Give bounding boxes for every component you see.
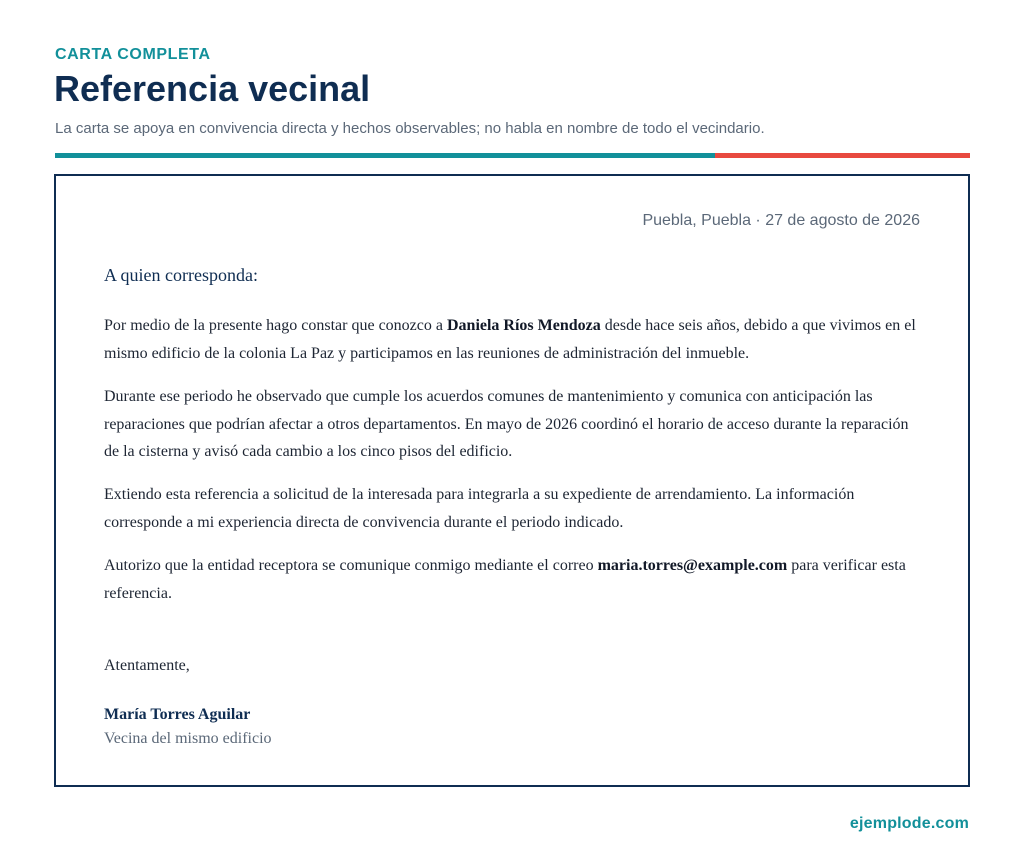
- letter-paragraph-3: Extiendo esta referencia a solicitud de la interesada para integrarla a su expediente de arrendamiento. La información corresponde a mi experiencia directa de convivencia durante el periodo indicado.: [104, 486, 855, 531]
- paragraph-1-intro: Por medio de la presente hago constar que conozco a: [104, 317, 447, 334]
- letter-paragraph-1: [104, 312, 920, 367]
- divider-teal-segment: [55, 153, 715, 158]
- page-subtitle: La carta se apoya en convivencia directa y hechos observables; no habla en nombre de todo el vecindario.: [55, 120, 765, 137]
- header-divider: [55, 153, 970, 158]
- letter-closing: Atentamente,: [104, 657, 190, 674]
- footer-brand-link[interactable]: ejemplode.com: [849, 815, 969, 832]
- referenced-person-name: Daniela Ríos Mendoza: [446, 317, 601, 334]
- contact-email: maria.torres@example.com: [597, 557, 788, 574]
- paragraph-4-rest: para verificar esta referencia.: [104, 557, 906, 602]
- signer-name: María Torres Aguilar: [104, 706, 251, 723]
- signer-role: Vecina del mismo edificio: [104, 730, 272, 747]
- paragraph-1-rest: desde hace seis años, debido a que vivimos en el mismo edificio de la colonia La Paz y participamos en las reuniones de administración del inmueble.: [104, 317, 916, 362]
- divider-red-segment: [715, 153, 970, 158]
- letter-card: [54, 174, 970, 787]
- section-eyebrow: CARTA COMPLETA: [55, 46, 211, 63]
- letter-dateline: Puebla, Puebla · 27 de agosto de 2026: [642, 212, 920, 229]
- letter-paragraph-4: [104, 552, 920, 607]
- page-title: Referencia vecinal: [54, 68, 371, 109]
- letter-paragraph-2: Durante ese periodo he observado que cumple los acuerdos comunes de mantenimiento y comunica con anticipación las reparaciones que podrían afectar a otros departamentos. En mayo de 2026 coordinó el horario de acceso durante la reparación de la cisterna y avisó cada cambio a los cinco pisos del edificio.: [104, 388, 909, 460]
- paragraph-4-intro: Autorizo que la entidad receptora se comunique conmigo mediante el correo: [104, 557, 598, 574]
- letter-salutation: A quien corresponda:: [104, 265, 258, 285]
